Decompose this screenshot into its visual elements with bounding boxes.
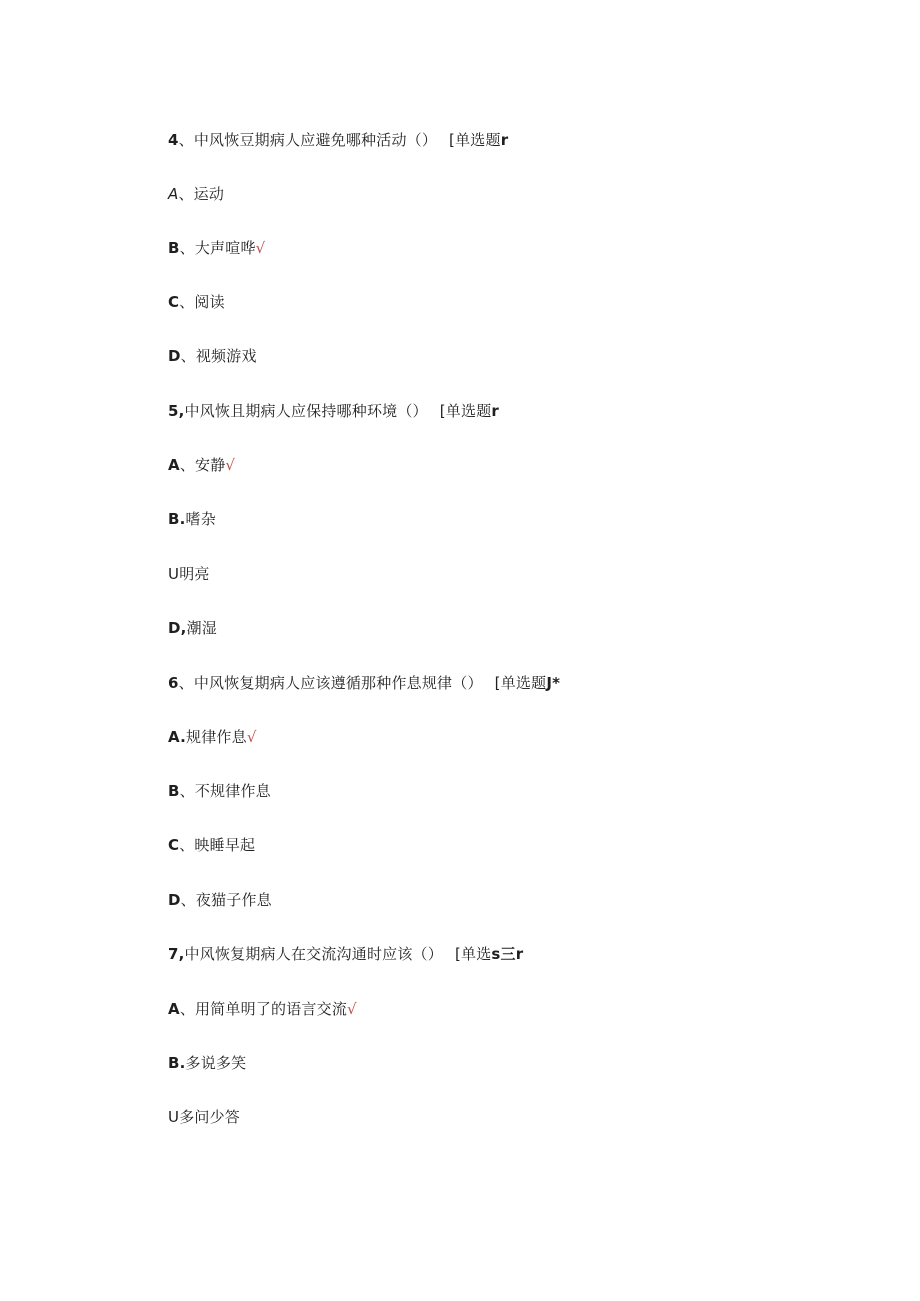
question-type-tag: [单选 xyxy=(454,945,492,963)
option-line xyxy=(168,455,235,475)
question-type-tag-end: r xyxy=(491,402,500,420)
option-letter: U xyxy=(168,565,180,583)
question-number: 6 xyxy=(168,674,179,692)
option-letter: A. xyxy=(168,728,186,746)
question-7-stem xyxy=(168,944,523,964)
option-line xyxy=(168,1107,240,1127)
answer-check: √ xyxy=(246,728,257,746)
option-line xyxy=(168,890,272,910)
option-line xyxy=(168,781,271,801)
option-letter: B. xyxy=(168,510,186,528)
option-text: 、夜猫子作息 xyxy=(180,891,272,909)
option-letter: B xyxy=(168,782,180,800)
question-text: 中风恢复期病人在交流沟通时应该（） xyxy=(184,945,443,963)
option-letter: C xyxy=(168,293,180,311)
option-line xyxy=(168,238,265,258)
question-type-tag: [单选题 xyxy=(449,131,501,149)
question-text: 、中风恢豆期病人应避免哪种活动（） xyxy=(178,131,438,149)
question-number: 7, xyxy=(168,945,185,963)
option-letter: B xyxy=(168,239,180,257)
option-line xyxy=(168,184,224,204)
option-letter: C xyxy=(168,836,180,854)
option-text: 、映睡早起 xyxy=(179,836,256,854)
option-text: 、用简单明了的语言交流 xyxy=(179,1000,348,1018)
option-text: 规律作息 xyxy=(186,728,247,746)
option-line xyxy=(168,292,225,312)
option-line xyxy=(168,346,257,366)
option-letter: A xyxy=(168,456,180,474)
option-line xyxy=(168,999,357,1019)
question-number: 4 xyxy=(168,131,179,149)
option-text: 、不规律作息 xyxy=(179,782,271,800)
question-text: 、中风恢复期病人应该遵循那种作息规律（） xyxy=(178,674,483,692)
option-letter: B. xyxy=(168,1054,186,1072)
option-text: 多问少答 xyxy=(179,1108,240,1126)
option-text: 、阅读 xyxy=(179,293,225,311)
question-type-tag-end: s三r xyxy=(491,945,524,963)
option-text: 明亮 xyxy=(179,565,210,583)
option-text: 嗜杂 xyxy=(185,510,216,528)
question-4-stem xyxy=(168,130,508,150)
question-type-tag-end: J* xyxy=(546,674,561,692)
answer-check: √ xyxy=(255,239,266,257)
answer-check: √ xyxy=(347,1000,357,1018)
question-text: 中风恢且期病人应保持哪种环境（） xyxy=(184,402,428,420)
option-text: 多说多笑 xyxy=(185,1054,247,1072)
option-line xyxy=(168,835,255,855)
option-letter: D, xyxy=(168,619,187,637)
option-letter: A xyxy=(168,1000,180,1018)
option-line xyxy=(168,509,216,529)
option-letter: D xyxy=(168,891,181,909)
question-type-tag: [单选题 xyxy=(494,674,547,692)
option-text: 、运动 xyxy=(178,185,225,203)
option-line xyxy=(168,727,257,747)
option-line xyxy=(168,618,217,638)
option-text: 潮湿 xyxy=(186,619,217,637)
question-6-stem xyxy=(168,673,560,693)
option-letter: D xyxy=(168,347,181,365)
option-text: 、视频游戏 xyxy=(180,347,257,365)
answer-check: √ xyxy=(225,456,236,474)
question-number: 5, xyxy=(168,402,185,420)
option-letter: U xyxy=(168,1108,180,1126)
question-5-stem xyxy=(168,401,499,421)
option-text: 、安静 xyxy=(179,456,226,474)
question-type-tag: [单选题 xyxy=(439,402,492,420)
option-letter: A xyxy=(168,185,179,203)
option-line xyxy=(168,564,210,584)
question-type-tag-end: r xyxy=(500,131,509,149)
option-text: 、大声喧哗 xyxy=(179,239,256,257)
option-line xyxy=(168,1053,246,1073)
